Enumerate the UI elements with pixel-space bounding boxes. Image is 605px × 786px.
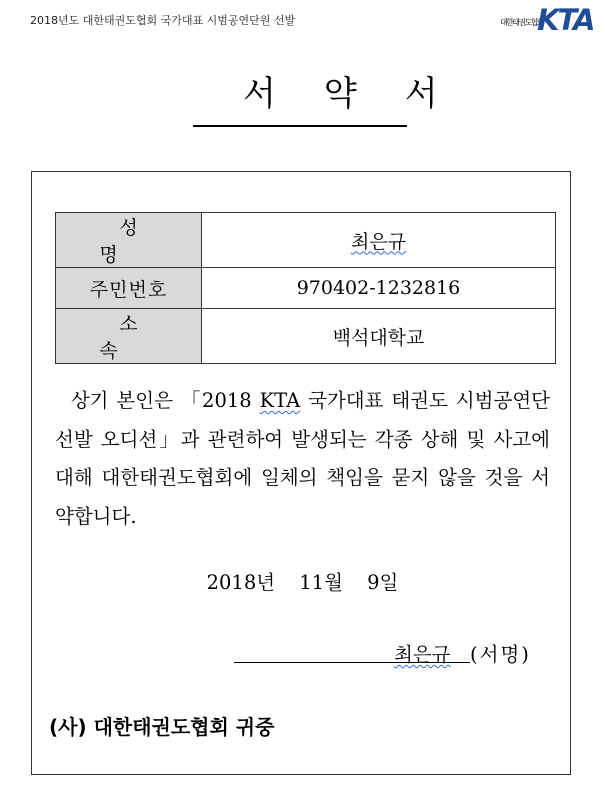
title-underline: [193, 125, 407, 127]
name-value: [202, 213, 556, 268]
table-row: [56, 268, 556, 309]
name-value-text: 최은규: [350, 230, 407, 253]
info-table: [55, 212, 556, 364]
logo-kta-text: KTA: [537, 3, 594, 37]
affiliation-label: 소속: [56, 309, 202, 364]
id-number-label: 주민번호: [56, 268, 202, 309]
document-title: 서약서: [243, 74, 486, 114]
pledge-text-start: 상기 본인은 「2018: [70, 389, 260, 412]
table-row: [56, 213, 556, 268]
logo-korean-text: 대한태권도협회: [500, 18, 543, 27]
affiliation-value: 백석대학교: [202, 309, 556, 364]
pledge-text-rest: 국가대표 태권도 시범공연단 선발 오디션」과 관련하여 발생되는 각종 상해 및 사고에 대해 대한태권도협회에 일체의 책임을 묻지 않을 것을 서약합니다.: [55, 389, 550, 528]
pledge-paragraph: [55, 382, 550, 536]
signature-label: (서명): [470, 643, 531, 666]
pledge-text-kta: KTA: [259, 389, 301, 412]
name-label: 성명: [56, 213, 202, 268]
signer-name: 최은규: [394, 643, 451, 666]
document-header: 2018년도 대한태권도협회 국가대표 시범공연단원 선발: [30, 14, 296, 27]
recipient-footer: (사) 대한태권도협회 귀중: [49, 715, 275, 739]
pledge-date: 2018년 11월 9일: [206, 571, 399, 594]
table-row: [56, 309, 556, 364]
id-number-value: 970402-1232816: [202, 268, 556, 309]
